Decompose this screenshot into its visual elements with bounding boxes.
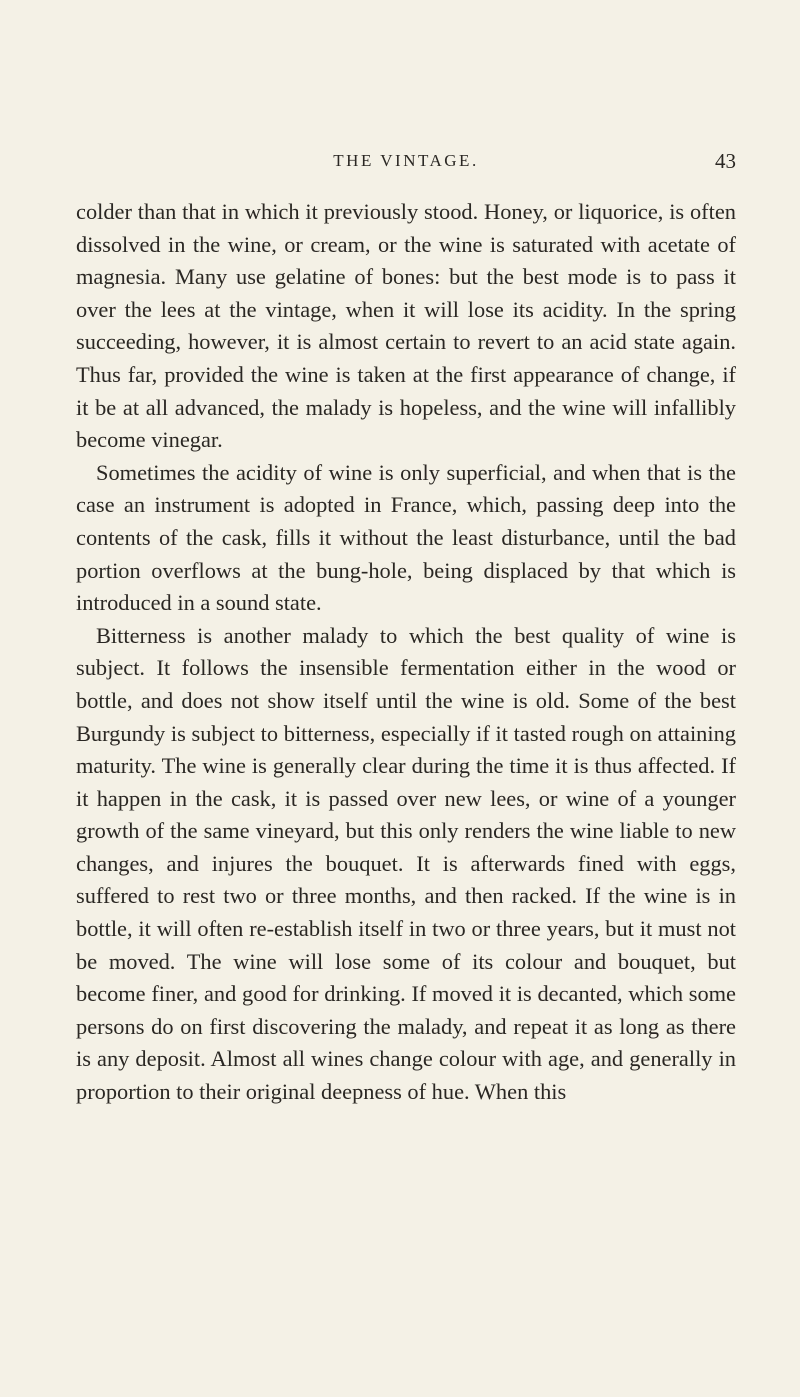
paragraph-acidity: Sometimes the acidity of wine is only superficial, and when that is the case an instrument is adopted in France, which, passing deep into the contents of the cask, fills it without the least disturbance, until the bad portion overflows at the bung-hole, being displaced by that which is introduced in a sound state. (76, 459, 736, 616)
running-title: THE VINTAGE. (333, 151, 479, 170)
page-number: 43 (715, 149, 736, 173)
body-text (76, 196, 736, 1109)
paragraph-continuation: colder than that in which it previously stood. Honey, or liquorice, is often dissolved in the wine, or cream, or the wine is saturated with acetate of magnesia. Many use gelatine of bones: but the best mode is to pass it over the lees at the vintage, when it will lose its acidity. In the spring succeeding, however, it is almost certain to revert to an acid state again. Thus far, provided the wine is taken at the first appearance of change, if it be at all advanced, the malady is hopeless, and the wine will infallibly become vinegar. (76, 199, 736, 453)
page-header (76, 146, 736, 176)
paragraph-bitterness: Bitterness is another malady to which the best quality of wine is subject. It follows the insensible fermentation either in the wood or bottle, and does not show itself until the wine is old. Some of the best Burgundy is subject to bitterness, especially if it tasted rough on attaining maturity. The wine is generally clear during the time it is thus affected. If it happen in the cask, it is passed over new lees, or wine of a younger growth of the same vineyard, but this only renders the wine liable to new changes, and injures the bouquet. It is afterwards fined with eggs, suffered to rest two or three months, and then racked. If the wine is in bottle, it will often re-establish itself in two or three years, but it must not be moved. The wine will lose some of its colour and bouquet, but become finer, and good for drinking. If moved it is decanted, which some persons do on first discovering the malady, and repeat it as long as there is any deposit. Almost all wines change colour with age, and generally in proportion to their original deepness of hue. When this (76, 622, 736, 1105)
